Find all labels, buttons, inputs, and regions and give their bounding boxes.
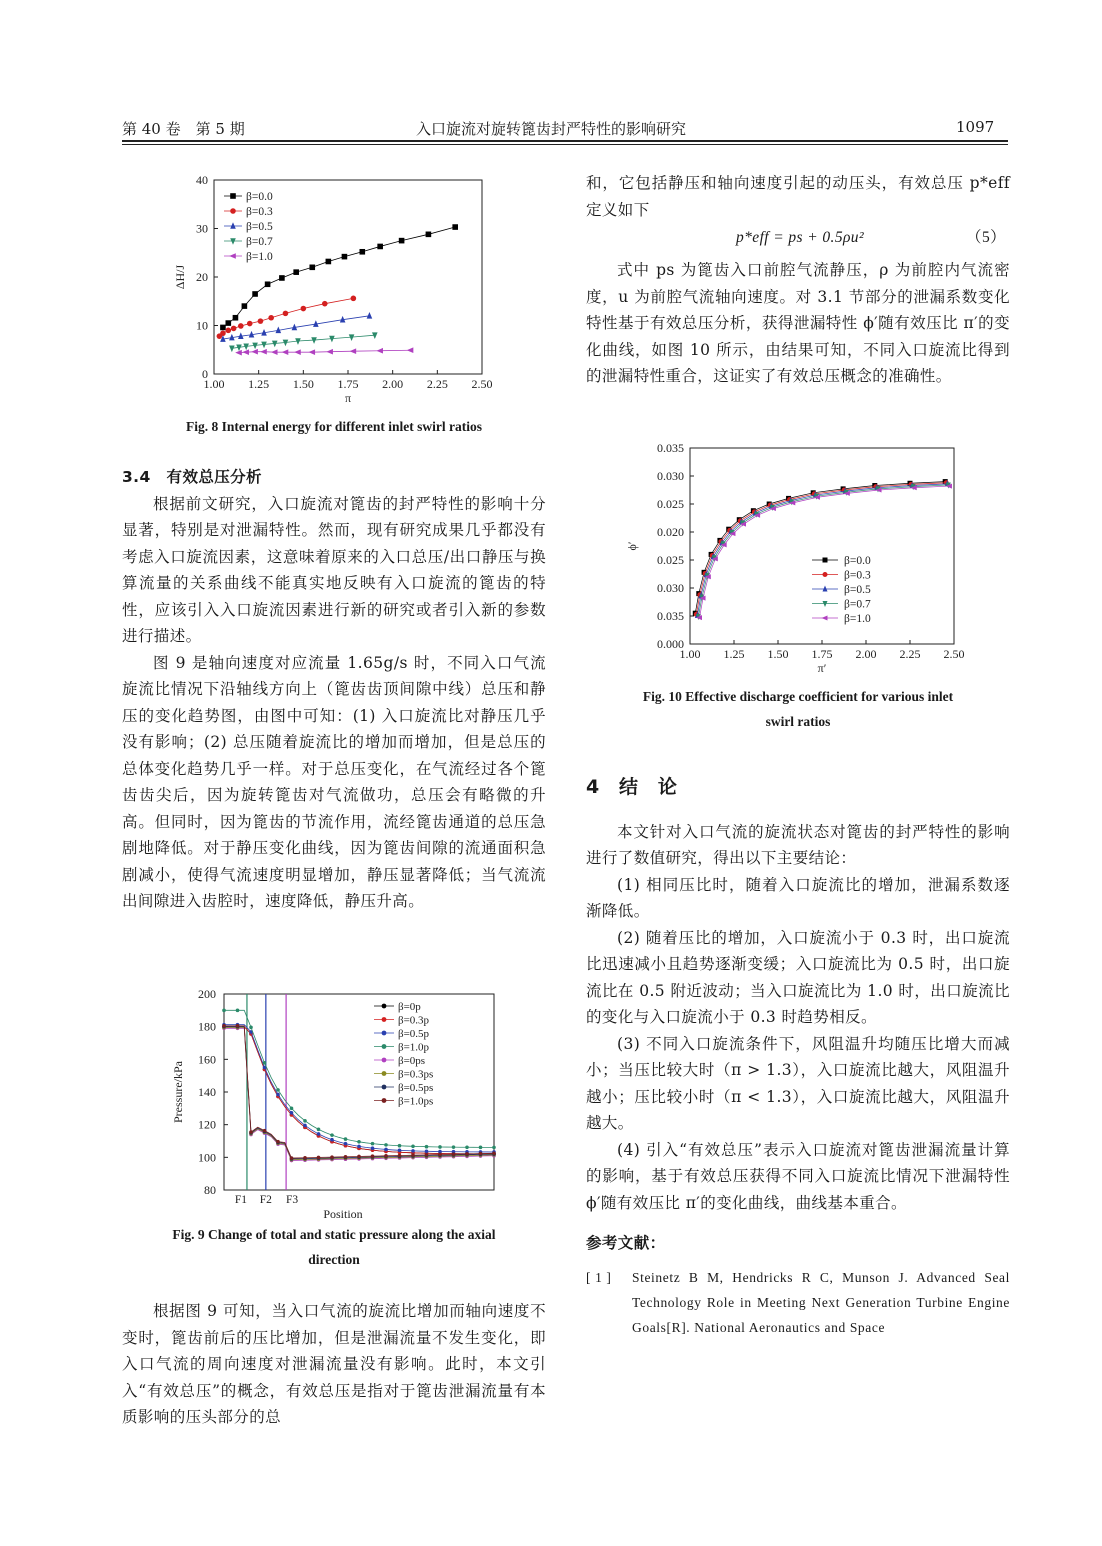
right-column-top [586, 170, 1010, 390]
data-point [452, 1145, 456, 1149]
legend-label: β=1.0 [246, 251, 273, 263]
data-point [294, 349, 301, 355]
reference-1: [ 1 ] Steinetz B M, Hendricks R C, Munson J. Advanced Seal Technology Role in Meeting Next Generation Turbine Engine Goals[R]. National Aeronautics and Space [586, 1269, 1010, 1335]
header-rule [122, 140, 1008, 142]
data-point [344, 1155, 348, 1159]
data-point [357, 1155, 361, 1159]
data-point [251, 349, 258, 355]
legend-label: β=0.5ps [398, 1082, 434, 1094]
fig10-chart [614, 438, 984, 684]
data-point [371, 1154, 375, 1158]
data-point [242, 303, 248, 309]
data-point [326, 349, 333, 355]
y-tick-label: 0.030 [657, 469, 684, 483]
data-point [377, 244, 383, 250]
data-point [344, 1142, 348, 1146]
data-point [322, 301, 328, 307]
x-axis-label: π [344, 391, 352, 405]
data-point [317, 1132, 321, 1136]
data-point [265, 281, 271, 287]
data-point [452, 224, 458, 230]
legend-label: β=0.0 [844, 555, 871, 567]
data-point [229, 253, 236, 259]
plot-frame [690, 448, 954, 644]
paragraph: 根据图 9 可知，当入口气流的旋流比增加而轴向速度不变时，篦齿前后的压比增加，但是泄漏流量不发生变化，即入口气流的周向速度对泄漏流量没有影响。此时，本文引入“有效总压”的概念，有效总压是指对于篦齿泄漏流量有本质影响的压头部分的总 [122, 1302, 546, 1426]
data-point [229, 345, 235, 352]
paragraph: 本文针对入口气流的旋流状态对篦齿的封严特性的影响进行了数值研究，得出以下主要结论： [586, 822, 1010, 867]
data-point [351, 296, 357, 302]
data-point [230, 208, 236, 214]
journal-volume-issue: 第 40 卷 第 5 期 [122, 120, 245, 138]
data-point [260, 349, 267, 355]
data-point [249, 1026, 253, 1030]
data-point [376, 348, 383, 354]
data-point [220, 330, 226, 336]
y-tick-label: 180 [198, 1019, 216, 1034]
legend-label: β=0.3ps [398, 1068, 434, 1081]
data-point [411, 1149, 415, 1153]
data-point [258, 318, 264, 324]
y-tick-label: 200 [198, 987, 216, 1001]
x-tick-label: 2.00 [855, 647, 877, 661]
legend-label: β=0.7 [246, 236, 273, 248]
data-point [398, 1144, 402, 1148]
x-tick-label: 1.50 [292, 377, 314, 391]
legend-label: β=0.3 [246, 206, 273, 218]
data-point [367, 312, 373, 319]
data-point [384, 1143, 388, 1147]
y-tick-label: 160 [198, 1052, 216, 1067]
data-point [303, 1156, 307, 1160]
data-point [236, 1024, 240, 1028]
series-line [219, 298, 353, 336]
legend-label: β=0.3 [844, 569, 871, 582]
data-point [222, 1024, 226, 1028]
header-rule-thin [122, 144, 1008, 145]
data-point [326, 259, 332, 265]
data-point [344, 1137, 348, 1141]
fig8-caption: Fig. 8 Internal energy for different inlet swirl ratios [185, 419, 483, 434]
data-point [350, 348, 357, 354]
legend-marker [382, 1017, 387, 1022]
data-point [384, 1148, 388, 1152]
paragraph: 图 9 是轴向速度对应流量 1.65g/s 时，不同入口气流旋流比情况下沿轴线方向上（篦齿齿顶间隙中线）总压和静压的变化趋势图，由图中可知：(1) 入口旋流比对静压几乎没有影响；(2) 总压随着旋流比的增加而增加，但是总压的总体变化趋势几乎一样。对于总压变化，在气流经过各个篦齿齿尖后，因为旋转篦齿对气流做功，总压会有略微的升高。但同时，因为篦齿的节流作用，流经篦齿通道的总压急剧地降低。对于静压变化曲线，因为篦齿间隙的流通面积急剧减小，使得气流速度明显增加，静压显著降低；当气流流出间隙进入齿腔时，速度降低，静压升高。 [122, 653, 546, 910]
legend-marker [382, 1098, 387, 1103]
legend-label: β=0ps [398, 1055, 426, 1067]
data-point [293, 269, 299, 275]
left-column-bottom [122, 1298, 546, 1431]
legend-label: β=0.3p [398, 1014, 430, 1027]
data-point [357, 1145, 361, 1149]
legend-marker [382, 1058, 387, 1063]
data-point [309, 265, 315, 271]
y-tick-label: 120 [198, 1117, 216, 1132]
data-point [268, 315, 274, 321]
data-point [303, 1124, 307, 1128]
y-tick-label: 140 [198, 1085, 216, 1099]
data-point [438, 1153, 442, 1157]
data-point [242, 349, 249, 355]
series-line [223, 316, 370, 339]
legend-label: β=0.5p [398, 1028, 430, 1040]
running-title: 入口旋流对旋转篦齿封严特性的影响研究 [416, 120, 687, 138]
x-tick-label: 1.50 [767, 647, 789, 661]
series-line [224, 1026, 494, 1158]
data-point [276, 1093, 280, 1097]
data-point [411, 1153, 415, 1157]
data-point [357, 1140, 361, 1144]
data-point [330, 1133, 334, 1137]
y-tick-label: 0.020 [657, 525, 684, 539]
legend-marker [382, 1071, 387, 1076]
data-point [279, 275, 285, 281]
data-point [479, 1146, 483, 1150]
equation-5: p*eff = ps + 0.5ρu² （5） [736, 229, 1006, 246]
x-tick-label: F2 [259, 1194, 272, 1206]
legend-label: β=0p [398, 1001, 421, 1013]
y-tick-label: 10 [196, 318, 208, 333]
data-point [231, 326, 237, 332]
series-line [695, 482, 945, 614]
data-point [236, 1009, 240, 1013]
paragraph: 根据前文研究，入口旋流对篦齿的封严特性的影响十分显著，特别是对泄漏特性。然而，现有研究成果几乎都没有考虑入口旋流因素，这意味着原来的入口总压/出口静压与换算流量的关系曲线不能真实地反映有入口旋流的篦齿的特性，应该引入入口旋流因素进行新的研究或者引入新的参数进行描述。 [122, 494, 546, 645]
fig9-caption: Fig. 9 Change of total and static pressure along the axial direction [172, 1227, 496, 1267]
data-point [263, 1129, 267, 1133]
x-axis-label: π′ [817, 661, 827, 675]
y-tick-label: 0.025 [657, 553, 684, 567]
data-point [465, 1152, 469, 1156]
x-tick-label: 1.25 [248, 377, 270, 391]
legend-marker [382, 1085, 387, 1090]
data-point [290, 1106, 294, 1110]
data-point [398, 1154, 402, 1158]
y-tick-label: 0.035 [657, 441, 684, 455]
data-point [230, 222, 236, 229]
data-point [276, 1088, 280, 1092]
data-point [283, 311, 289, 317]
y-tick-label: 40 [196, 173, 208, 187]
series-line [697, 484, 947, 616]
data-point [317, 1128, 321, 1132]
data-point [822, 616, 828, 621]
y-tick-label: 100 [198, 1150, 216, 1165]
data-point [492, 1151, 496, 1155]
x-tick-label: 2.50 [943, 647, 965, 661]
series-line [224, 1027, 494, 1159]
data-point [438, 1145, 442, 1149]
left-column-top [122, 464, 546, 915]
data-point [290, 1156, 294, 1160]
series-line [224, 1027, 494, 1159]
paragraph: 和，它包括静压和轴向速度引起的动压头，有效总压 p*eff 定义如下 [586, 174, 1010, 219]
right-column-bottom [586, 774, 1010, 1340]
data-point [399, 238, 405, 244]
conclusion-1: (1) 相同压比时，随着入口旋流比的增加，泄漏系数逐渐降低。 [586, 875, 1010, 920]
legend-marker [382, 1031, 387, 1036]
references-title: 参考文献： [586, 1234, 666, 1252]
y-tick-label: 30 [196, 221, 208, 236]
y-tick-label: 0 [202, 367, 208, 381]
legend-label: β=1.0 [844, 613, 871, 625]
data-point [308, 349, 315, 355]
conclusion-4: (4) 引入“有效总压”表示入口旋流对篦齿泄漏流量计算的影响，基于有效总压获得不同入口旋流比情况下泄漏特性 ϕ′随有效压比 π′的变化曲线，曲线基本重合。 [586, 1140, 1010, 1212]
y-axis-label: Pressure/kPa [171, 1061, 185, 1123]
data-point [271, 349, 278, 355]
data-point [225, 328, 231, 334]
data-point [384, 1154, 388, 1158]
fig8-chart [162, 170, 502, 410]
series-line [700, 486, 950, 618]
data-point [465, 1145, 469, 1149]
data-point [249, 1130, 253, 1134]
data-point [290, 1111, 294, 1115]
data-point [235, 350, 242, 356]
y-tick-label: 0.035 [657, 609, 684, 623]
data-point [252, 291, 258, 297]
legend-label: β=0.5 [844, 584, 871, 596]
y-tick-label: 0.030 [657, 581, 684, 595]
data-point [330, 1155, 334, 1159]
data-point [425, 1149, 429, 1153]
data-point [230, 193, 236, 199]
x-tick-label: 1.00 [203, 377, 225, 391]
data-point [371, 1142, 375, 1146]
data-point [276, 1140, 280, 1144]
section-4-title: 4 结 论 [586, 776, 678, 798]
paragraph: 式中 ps 为篦齿入口前腔气流静压，ρ 为前腔内气流密度，u 为前腔气流轴向速度。对 3.1 节部分的泄漏系数变化特性基于有效总压分析，获得泄漏特性 ϕ′随有效压比 π′的变化曲线，如图 10 所示，由结果可知，不同入口旋流比得到的泄漏特性重合，这证实了有效总压概念的准确性。 [586, 261, 1010, 385]
data-point [230, 238, 236, 245]
x-axis-label: Position [323, 1207, 363, 1218]
y-tick-label: 0.000 [657, 637, 684, 651]
legend-label: β=0.7 [844, 598, 871, 611]
y-axis-label: ΔH/J [173, 264, 187, 290]
legend-label: β=0.5 [246, 221, 273, 233]
data-point [282, 349, 289, 355]
data-point [220, 325, 226, 331]
data-point [247, 321, 253, 327]
legend-marker [382, 1044, 387, 1049]
data-point [342, 254, 348, 260]
data-point [371, 1146, 375, 1150]
data-point [263, 1061, 267, 1065]
x-tick-label: 1.75 [337, 377, 359, 391]
data-point [823, 586, 828, 592]
conclusion-2: (2) 随着压比的增加，入口旋流小于 0.3 时，出口旋流比迅速减小且趋势逐渐变缓；入口旋流比为 0.5 时，出口旋流比在 0.5 附近波动；当入口旋流比为 1.0 时，出口旋流比的变化与入口旋流小于 0.3 时趋势相反。 [586, 928, 1010, 1026]
data-point [317, 1156, 321, 1160]
data-point [492, 1146, 496, 1150]
x-tick-label: 2.50 [471, 377, 493, 391]
series-line [696, 483, 946, 615]
data-point [398, 1148, 402, 1152]
data-point [330, 1138, 334, 1142]
data-point [426, 232, 432, 238]
legend-label: β=0.0 [246, 191, 273, 203]
x-tick-label: 2.00 [382, 377, 404, 391]
legend-label: β=1.0p [398, 1041, 430, 1054]
x-tick-label: F3 [286, 1194, 299, 1206]
series-line [224, 1010, 494, 1147]
y-tick-label: 0.025 [657, 497, 684, 511]
data-point [452, 1152, 456, 1156]
data-point [823, 601, 828, 607]
data-point [479, 1152, 483, 1156]
data-point [303, 1119, 307, 1123]
series-line [698, 485, 948, 617]
x-tick-label: F1 [234, 1194, 248, 1206]
y-axis-label: ϕ′ [625, 541, 639, 551]
data-point [301, 306, 307, 312]
data-point [425, 1145, 429, 1149]
fig10-caption: Fig. 10 Effective discharge coefficient for various inlet swirl ratios [642, 689, 954, 729]
x-tick-label: 1.00 [679, 647, 701, 661]
x-tick-label: 2.25 [426, 377, 448, 391]
data-point [407, 347, 414, 353]
data-point [425, 1153, 429, 1157]
y-tick-label: 20 [196, 270, 208, 284]
x-tick-label: 1.75 [811, 647, 833, 661]
y-tick-label: 80 [204, 1183, 216, 1197]
data-point [411, 1145, 415, 1149]
x-tick-label: 2.25 [899, 647, 921, 661]
data-point [225, 320, 231, 326]
x-tick-label: 1.25 [723, 647, 745, 661]
legend-label: β=1.0ps [398, 1095, 434, 1108]
conclusion-3: (3) 不同入口旋流条件下，风阻温升均随压比增大而减小；当压比较大时（π > 1.3），入口旋流比越大，风阻温升越小；压比较小时（π < 1.3），入口旋流比越大，风阻温升越大。 [586, 1034, 1010, 1132]
legend-marker [382, 1004, 387, 1009]
data-point [359, 249, 365, 255]
data-point [233, 315, 239, 321]
data-point [238, 323, 244, 329]
data-point [823, 558, 828, 563]
data-point [823, 572, 828, 577]
fig9-chart [162, 986, 502, 1218]
page-number: 1097 [956, 118, 995, 136]
section-3-4-title: 3.4 有效总压分析 [122, 468, 262, 486]
data-point [222, 1009, 226, 1013]
